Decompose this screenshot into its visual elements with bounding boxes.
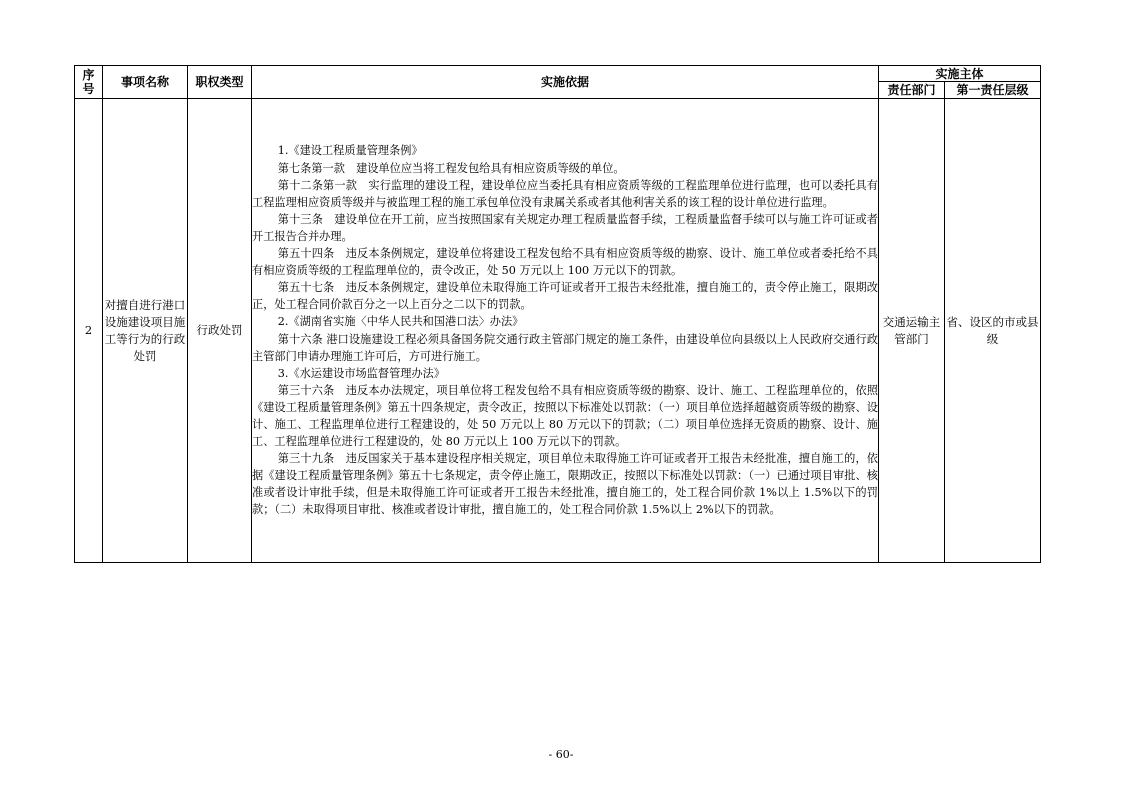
authority-table <box>74 65 1041 563</box>
basis-paragraph: 第十三条 建设单位在开工前，应当按照国家有关规定办理工程质量监督手续，工程质量监督手续可以与施工许可证或者开工报告合并办理。 <box>252 212 878 243</box>
header-item-name: 事项名称 <box>103 66 188 99</box>
header-level: 第一责任层级 <box>945 82 1041 99</box>
header-basis: 实施依据 <box>252 66 879 99</box>
row-level: 省、设区的市或县级 <box>945 99 1041 563</box>
header-subject: 实施主体 <box>879 66 1041 82</box>
row-item-name: 对擅自进行港口设施建设项目施工等行为的行政处罚 <box>103 99 188 563</box>
row-basis <box>252 99 879 563</box>
header-dept: 责任部门 <box>879 82 945 99</box>
header-seq: 序号 <box>75 66 103 99</box>
header-authority-type: 职权类型 <box>188 66 252 99</box>
row-seq: 2 <box>75 99 103 563</box>
table-row <box>75 99 1041 563</box>
basis-paragraph: 第十六条 港口设施建设工程必须具备国务院交通行政主管部门规定的施工条件，由建设单位向县级以上人民政府交通行政主管部门申请办理施工许可后，方可进行施工。 <box>252 332 878 363</box>
basis-paragraph: 第五十七条 违反本条例规定，建设单位未取得施工许可证或者开工报告未经批准，擅自施工的，责令停止施工，限期改正，处工程合同价款百分之一以上百分之二以下的罚款。 <box>252 281 878 312</box>
basis-paragraph: 1.《建设工程质量管理条例》 <box>277 144 423 158</box>
row-dept: 交通运输主管部门 <box>879 99 945 563</box>
basis-paragraph: 2.《湖南省实施〈中华人民共和国港口法〉办法》 <box>277 315 524 329</box>
basis-paragraph: 第七条第一款 建设单位应当将工程发包给具有相应资质等级的单位。 <box>277 161 625 175</box>
basis-paragraph: 3.《水运建设市场监督管理办法》 <box>277 366 446 380</box>
basis-paragraph: 第三十九条 违反国家关于基本建设程序相关规定，项目单位未取得施工许可证或者开工报告未经批准，擅自施工的，依据《建设工程质量管理条例》第五十七条规定，责令停止施工，限期改正，按照以下标准处以罚款：（一）已通过项目审批、核准或者设计审批手续，但是未取得施工许可证或者开工报告未经批准，擅自施工的，处工程合同价款 1%以上 1.5%以下的罚款；（二）未取得项目审批、核准或者设计审批，擅自施工的，处工程合同价款 1.5%以上 2%以下的罚款。 <box>252 452 878 517</box>
basis-paragraph: 第三十六条 违反本办法规定，项目单位将工程发包给不具有相应资质等级的勘察、设计、施工、工程监理单位的，依照《建设工程质量管理条例》第五十四条规定，责令改正，按照以下标准处以罚款：（一）项目单位选择超越资质等级的勘察、设计、施工、工程监理单位进行工程建设的，处 50 万元以上 80 万元以下的罚款；（二）项目单位选择无资质的勘察、设计、施工、工程监理单位进行工程建设的，处 80 万元以上 100 万元以下的罚款。 <box>252 383 878 449</box>
row-authority-type: 行政处罚 <box>188 99 252 563</box>
page-number: - 60- <box>548 748 574 761</box>
header-row-1 <box>75 66 1041 82</box>
basis-paragraph: 第五十四条 违反本条例规定，建设单位将建设工程发包给不具有相应资质等级的勘察、设计、施工单位或者委托给不具有相应资质等级的工程监理单位的，责令改正，处 50 万元以上 100 万元以下的罚款。 <box>252 247 878 278</box>
basis-paragraph: 第十二条第一款 实行监理的建设工程，建设单位应当委托具有相应资质等级的工程监理单位进行监理，也可以委托具有工程监理相应资质等级并与被监理工程的施工承包单位没有隶属关系或者其他利害关系的该工程的设计单位进行监理。 <box>252 178 878 209</box>
